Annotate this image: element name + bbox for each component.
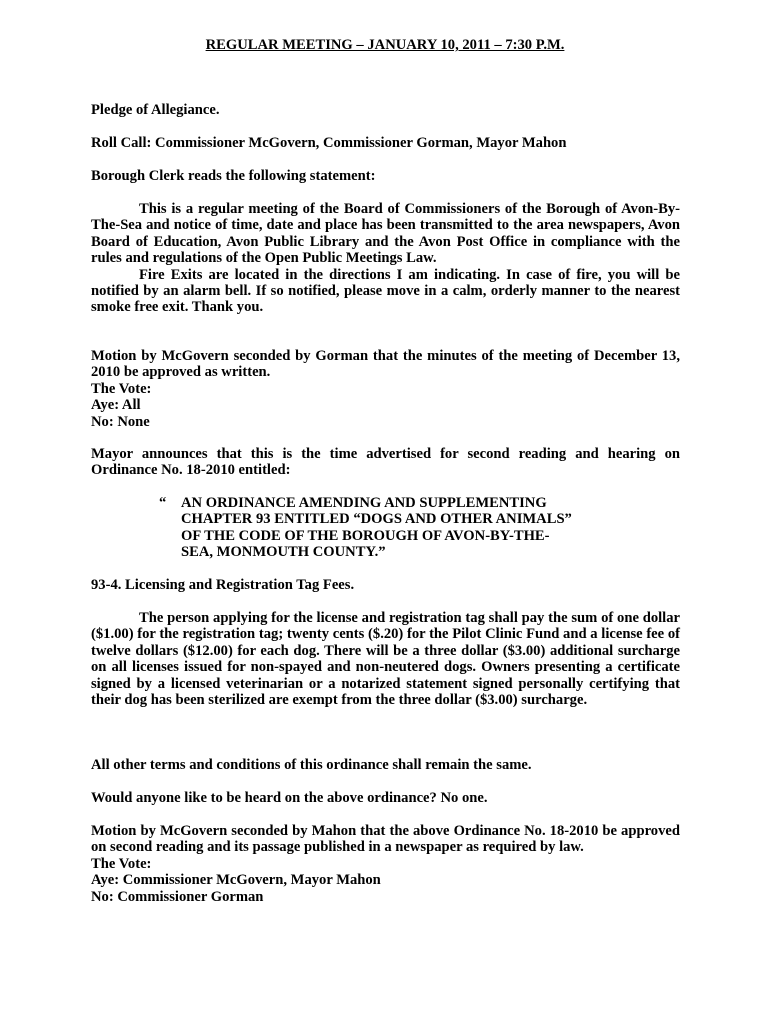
clerk-intro: Borough Clerk reads the following statement: <box>91 168 376 184</box>
ordinance-title-line: OF THE CODE OF THE BOROUGH OF AVON-BY-THE- <box>181 527 550 544</box>
vote-label: The Vote: <box>91 380 152 397</box>
statement-paragraph-1: This is a regular meeting of the Board of Commissioners of the Borough of Avon-By-The-Sea and notice of time, date and place has been transmitted to the area newspapers, Avon Board of Education, Avon Public Library and the Avon Post Office in compliance with the rules and regulations of the Open Public Meetings Law. <box>91 201 680 267</box>
ordinance-title-line: AN ORDINANCE AMENDING AND SUPPLEMENTING <box>181 495 547 511</box>
vote-aye: Aye: Commissioner McGovern, Mayor Mahon <box>91 872 381 889</box>
section-heading: 93-4. Licensing and Registration Tag Fees. <box>91 577 355 593</box>
ordinance-title-line: SEA, MONMOUTH COUNTY.” <box>181 544 386 561</box>
pledge-line: Pledge of Allegiance. <box>91 102 220 118</box>
motion-ordinance <box>91 823 680 905</box>
roll-call-line: Roll Call: Commissioner McGovern, Commissioner Gorman, Mayor Mahon <box>91 135 567 151</box>
statement-paragraph-2: Fire Exits are located in the directions I am indicating. In case of fire, you will be notified by an alarm bell. If so notified, please move in a calm, orderly manner to the nearest smoke free exit. Thank you. <box>91 266 680 316</box>
mayor-announcement: Mayor announces that this is the time advertised for second reading and hearing on Ordinance No. 18-2010 entitled: <box>91 446 680 479</box>
page-title: REGULAR MEETING – JANUARY 10, 2011 – 7:30 P.M. <box>205 37 565 53</box>
vote-no: No: Commissioner Gorman <box>91 888 264 905</box>
section-body: The person applying for the license and registration tag shall pay the sum of one dollar ($1.00) for the registration tag; twenty cents ($.20) for the Pilot Clinic Fund and a license fee of twelve dollars ($12.00) for each dog. There will be a three dollar ($3.00) additional surcharge on all licenses issued for non-spayed and non-neutered dogs. Owners presenting a certificate signed by a licensed veterinarian or a notarized statement signed personally certifying that their dog has been sterilized are exempt from the three dollar ($3.00) surcharge. <box>91 610 680 709</box>
vote-label: The Vote: <box>91 855 152 872</box>
motion-text: Motion by McGovern seconded by Mahon that the above Ordinance No. 18-2010 be approved on second reading and its passage published in a newspaper as required by law. <box>91 823 680 856</box>
motion-text: Motion by McGovern seconded by Gorman that the minutes of the meeting of December 13, 2010 be approved as written. <box>91 348 680 381</box>
vote-aye: Aye: All <box>91 397 141 414</box>
public-hearing-line: Would anyone like to be heard on the above ordinance? No one. <box>91 790 488 806</box>
opening-quote-mark: “ <box>159 495 167 511</box>
ordinance-title-line: CHAPTER 93 ENTITLED “DOGS AND OTHER ANIMALS” <box>181 511 572 528</box>
meeting-statement <box>91 201 680 316</box>
other-terms-line: All other terms and conditions of this ordinance shall remain the same. <box>91 757 532 773</box>
motion-minutes <box>91 348 680 430</box>
ordinance-title-block <box>159 495 661 561</box>
vote-no: No: None <box>91 413 150 430</box>
